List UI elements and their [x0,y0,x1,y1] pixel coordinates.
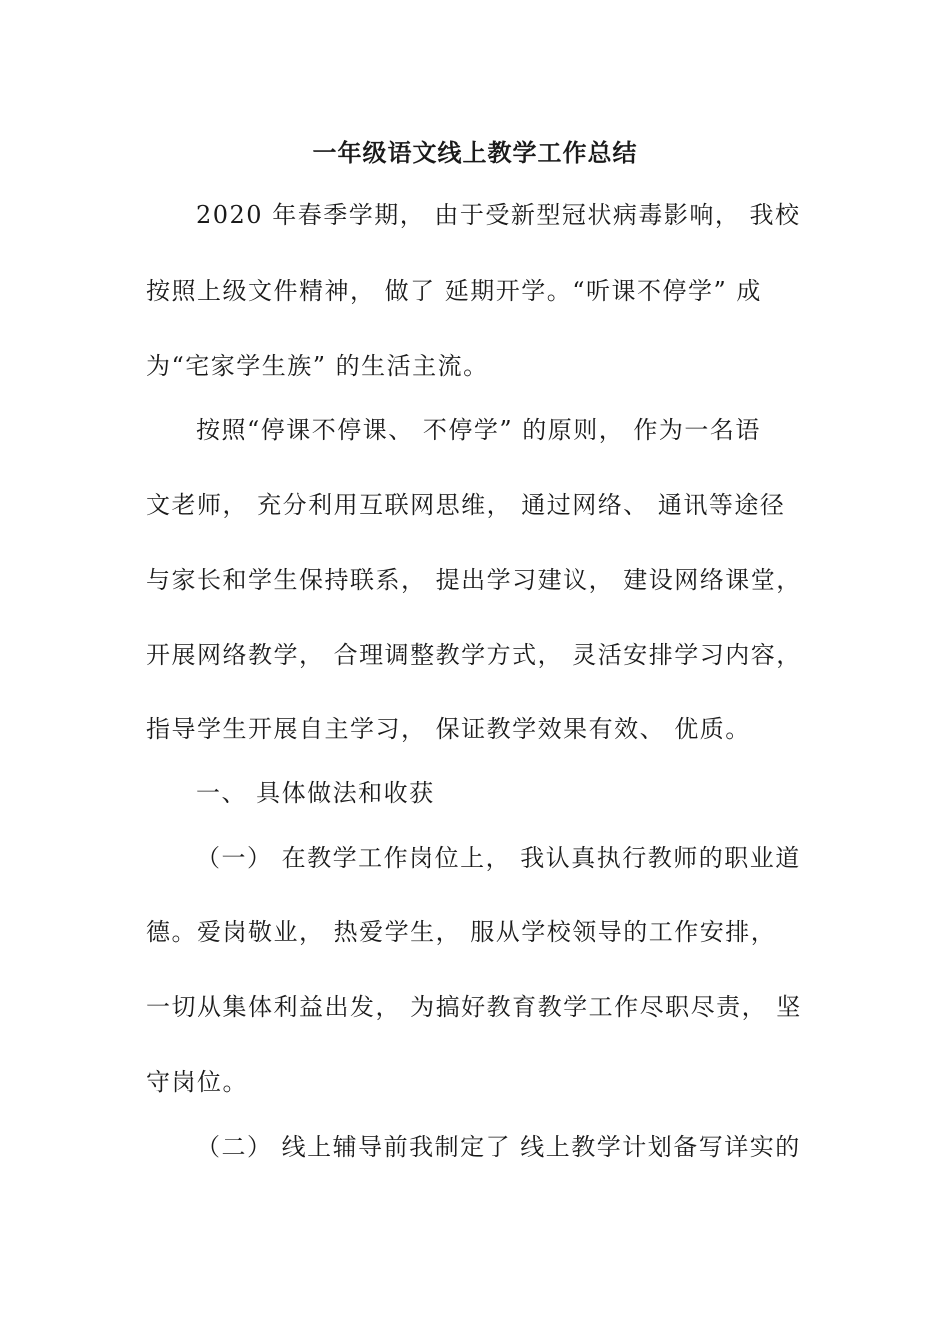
section-heading: 一、 具体做法和收获 [196,779,435,807]
paragraph-line: 开展网络教学， 合理调整教学方式， 灵活安排学习内容， [146,641,802,669]
document-title: 一年级语文线上教学工作总结 [312,138,638,167]
paragraph-line: 为“宅家学生族” 的生活主流。 [146,352,489,380]
paragraph-line: 与家长和学生保持联系， 提出学习建议， 建设网络课堂， [146,566,802,594]
paragraph-line: 一切从集体利益出发， 为搞好教育教学工作尽职尽责， 坚 [146,993,802,1021]
paragraph-line: 德。爱岗敬业， 热爱学生， 服从学校领导的工作安排， [146,918,777,946]
paragraph-line: （一） 在教学工作岗位上， 我认真执行教师的职业道 [196,844,801,872]
paragraph-line: 2020 年春季学期， 由于受新型冠状病毒影响， 我校 [196,201,801,229]
paragraph-line: 按照“停课不停课、 不停学” 的原则， 作为一名语 [196,416,761,444]
paragraph-line: 文老师， 充分利用互联网思维， 通过网络、 通讯等途径 [146,491,786,519]
paragraph-line: 守岗位。 [146,1068,248,1096]
paragraph-line: 指导学生开展自主学习， 保证教学效果有效、 优质。 [146,715,751,743]
paragraph-line: 按照上级文件精神， 做了 延期开学。“听课不停学” 成 [146,277,762,305]
paragraph-line: （二） 线上辅导前我制定了 线上教学计划备写详实的 [196,1133,801,1161]
